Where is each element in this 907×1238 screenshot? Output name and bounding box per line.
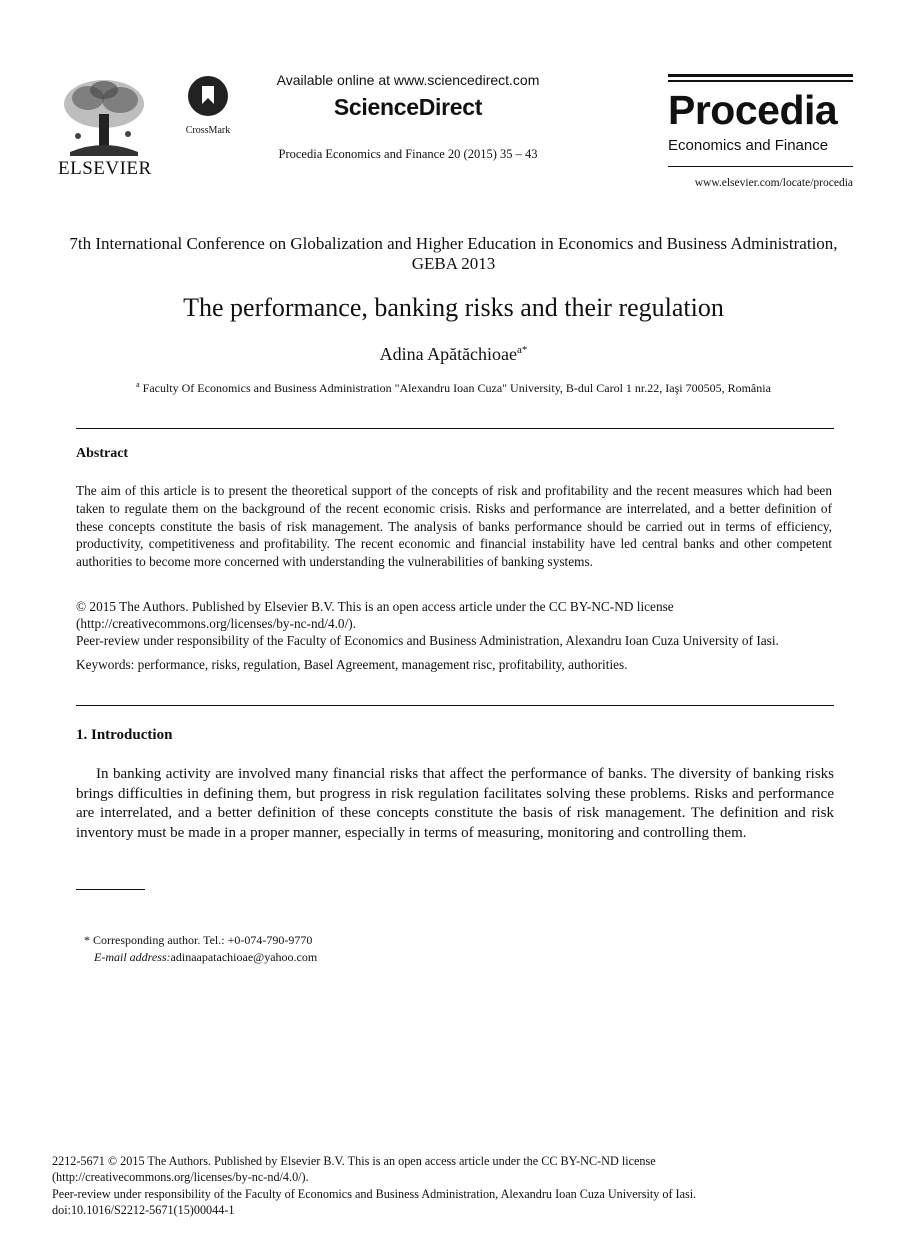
peer-review-note: Peer-review under responsibility of the Faculty of Economics and Business Administration, Alexandru Ioan Cuza University of Iasi. [76, 633, 779, 648]
copyright-line: © 2015 The Authors. Published by Elsevier B.V. This is an open access article under the CC BY-NC-ND license [76, 599, 674, 614]
conference-name: 7th International Conference on Globalization and Higher Education in Economics and Business Administration, GEBA 2013 [69, 234, 838, 273]
footnote-rule [76, 889, 145, 890]
elsevier-tree-logo [58, 76, 150, 158]
footer-issn-line: 2212-5671 © 2015 The Authors. Published by Elsevier B.V. This is an open access article under the CC BY-NC-ND license [52, 1154, 656, 1168]
email-line [84, 949, 317, 966]
page-footer [52, 1153, 852, 1218]
footer-doi[interactable]: doi:10.1016/S2212-5671(15)00044-1 [52, 1202, 235, 1217]
author-line [60, 344, 847, 365]
email-address[interactable]: adinaapatachioae@yahoo.com [170, 949, 318, 964]
abstract-body: The aim of this article is to present the theoretical support of the concepts of risk and profitability and the recent measures which had been taken to regulate them on the background of the recent economic crisis. Risks and performance are interrelated, and a better definition of these concepts constitute the basis of risk management. The analysis of banks performance should be carried out in terms of efficiency, productivity, competitiveness and profitability. The recent economic and financial instability have led central banks and other competent authorities to become more concerned with understanding the vulnerabilities of banking systems. [76, 483, 832, 570]
procedia-rule [668, 74, 853, 77]
procedia-rule [668, 166, 853, 168]
keywords: Keywords: performance, risks, regulation, Basel Agreement, management risc, profitability, authorities. [76, 657, 628, 672]
divider [76, 428, 834, 429]
journal-citation: Procedia Economics and Finance 20 (2015) 35 – 43 [278, 147, 538, 161]
available-online: Available online at www.sciencedirect.com [276, 72, 540, 88]
procedia-title: Procedia [668, 86, 838, 133]
procedia-rule [668, 80, 853, 82]
paper-title: The performance, banking risks and their regulation [183, 293, 724, 322]
procedia-subtitle: Economics and Finance [668, 136, 829, 154]
crossmark-icon [186, 74, 230, 118]
footnote [84, 932, 317, 965]
abstract-copyright [76, 598, 836, 649]
crossmark-label: CrossMark [185, 125, 231, 136]
crossmark-badge[interactable] [180, 74, 236, 136]
footer-peer-review: Peer-review under responsibility of the Faculty of Economics and Business Administration, Alexandru Ioan Cuza University of Iasi. [52, 1186, 697, 1201]
divider [76, 705, 834, 706]
introduction-heading: 1. Introduction [76, 727, 173, 743]
affiliation-line [60, 380, 847, 396]
author-name: Adina Apătăchioae [379, 344, 518, 364]
license-link[interactable]: (http://creativecommons.org/licenses/by-nc-nd/4.0/). [76, 616, 357, 631]
email-label: E-mail address: [94, 949, 171, 964]
procedia-url[interactable]: www.elsevier.com/locate/procedia [694, 177, 853, 189]
sciencedirect-wordmark: ScienceDirect [333, 94, 483, 120]
procedia-logo [668, 74, 853, 189]
corresponding-author: * Corresponding author. Tel.: +0-074-790-9770 [84, 933, 313, 947]
footer-license-link[interactable]: (http://creativecommons.org/licenses/by-nc-nd/4.0/). [52, 1170, 309, 1185]
introduction-body: In banking activity are involved many financial risks that affect the performance of banks. The diversity of banking risks brings difficulties in defining them, but progress in risk regulation facilitates solving these problems. Risks and performance are interrelated, and a better definition of these concepts constitute the basis of risk management. The definition and risk inventory must be made in a proper manner, especially in terms of measuring, monitoring and controlling them. [76, 766, 834, 841]
affiliation-mark: a [136, 380, 140, 389]
author-marks: a* [517, 344, 528, 356]
affiliation: Faculty Of Economics and Business Administration "Alexandru Ioan Cuza" University, B-dul Carol 1 nr.22, Iaşi 700505, România [142, 381, 771, 395]
abstract-heading: Abstract [76, 446, 129, 461]
elsevier-wordmark: ELSEVIER [58, 158, 152, 179]
journal-header [250, 72, 566, 162]
